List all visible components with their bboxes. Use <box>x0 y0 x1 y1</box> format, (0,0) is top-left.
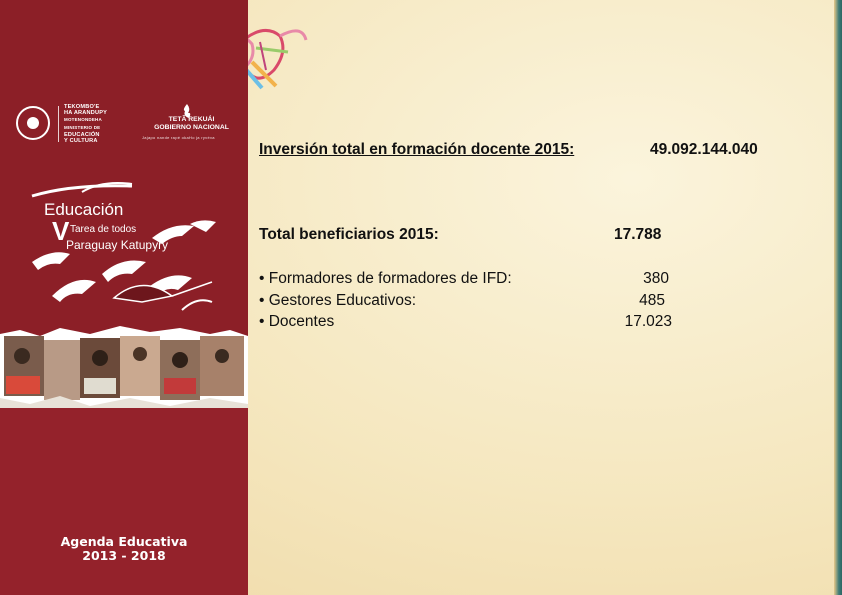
education-subtitle: Tarea de todos <box>70 224 137 235</box>
government-logo-text: TETÃ REKUÁI GOBIERNO NACIONAL <box>154 116 229 131</box>
education-title: Educación <box>44 200 124 219</box>
agenda-badge <box>0 535 248 563</box>
list-item-value: 485 <box>639 291 665 309</box>
education-v-mark: V <box>52 216 70 246</box>
ministry-logo-text: TEKOMBO'E HA ARANDUPY MOTENONDEHA MINISTERIO DE EDUCACIÓN Y CULTURA <box>64 104 108 145</box>
students-photo-collage <box>0 326 248 408</box>
list-item: • Gestores Educativos: <box>259 291 417 309</box>
government-tagline: Jajapo nande rapé okaHo ja ryvéva <box>142 135 215 140</box>
beneficiaries-label: Total beneficiarios 2015: <box>259 226 439 243</box>
list-item: • Formadores de formadores de IFD: <box>259 270 512 287</box>
logo-divider <box>58 106 59 142</box>
agenda-years: 2013 - 2018 <box>82 548 166 563</box>
sidebar-lower-panel <box>0 395 248 595</box>
list-item: • Docentes <box>259 313 335 330</box>
investment-value: 49.092.144.040 <box>650 141 758 158</box>
list-item-value: 380 <box>643 270 669 287</box>
beneficiaries-value: 17.788 <box>614 226 662 243</box>
breakdown-values <box>600 268 672 333</box>
education-logo <box>22 178 242 328</box>
right-edge-stripe <box>834 0 842 595</box>
investment-label: Inversión total en formación docente 2015: <box>259 141 575 158</box>
sidebar <box>0 0 248 595</box>
logo-row <box>14 100 239 150</box>
national-seal-icon <box>16 106 50 140</box>
agenda-title: Agenda Educativa <box>60 534 188 549</box>
breakdown-list <box>259 268 512 333</box>
education-country: Paraguay Katupyry <box>66 238 169 252</box>
list-item-value: 17.023 <box>624 313 672 330</box>
